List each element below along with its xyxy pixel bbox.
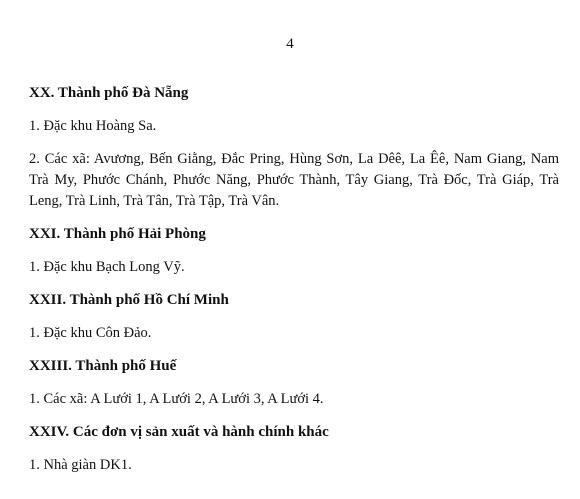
- item-cac-xa-a-luoi: 1. Các xã: A Lưới 1, A Lưới 2, A Lưới 3, A Lưới 4.: [29, 391, 324, 407]
- section-heading-don-vi-khac: XXIV. Các đơn vị sản xuất và hành chính khác: [29, 424, 329, 440]
- section-heading-da-nang: XX. Thành phố Đà Nẵng: [29, 85, 189, 101]
- section-heading-hue: XXIII. Thành phố Huế: [29, 358, 177, 374]
- item-dac-khu-con-dao: 1. Đặc khu Côn Đảo.: [29, 325, 152, 341]
- item-cac-xa-da-nang: 2. Các xã: Avương, Bến Giằng, Đắc Pring, Hùng Sơn, La Dêê, La Êê, Nam Giang, Nam Trà My, Phước Chánh, Phước Năng, Phước Thành, Tây Giang, Trà Đốc, Trà Giáp, Trà Leng, Trà Linh, Trà Tân, Trà Tập, Trà Vân.: [29, 151, 559, 209]
- page-number: 4: [286, 36, 294, 52]
- section-heading-ho-chi-minh: XXII. Thành phố Hồ Chí Minh: [29, 292, 229, 308]
- section-heading-hai-phong: XXI. Thành phố Hải Phòng: [29, 226, 206, 242]
- item-dac-khu-hoang-sa: 1. Đặc khu Hoàng Sa.: [29, 118, 157, 134]
- item-dac-khu-bach-long-vy: 1. Đặc khu Bạch Long Vỹ.: [29, 259, 185, 275]
- item-nha-gian-dk1: 1. Nhà giàn DK1.: [29, 457, 132, 473]
- document-body: [29, 83, 559, 488]
